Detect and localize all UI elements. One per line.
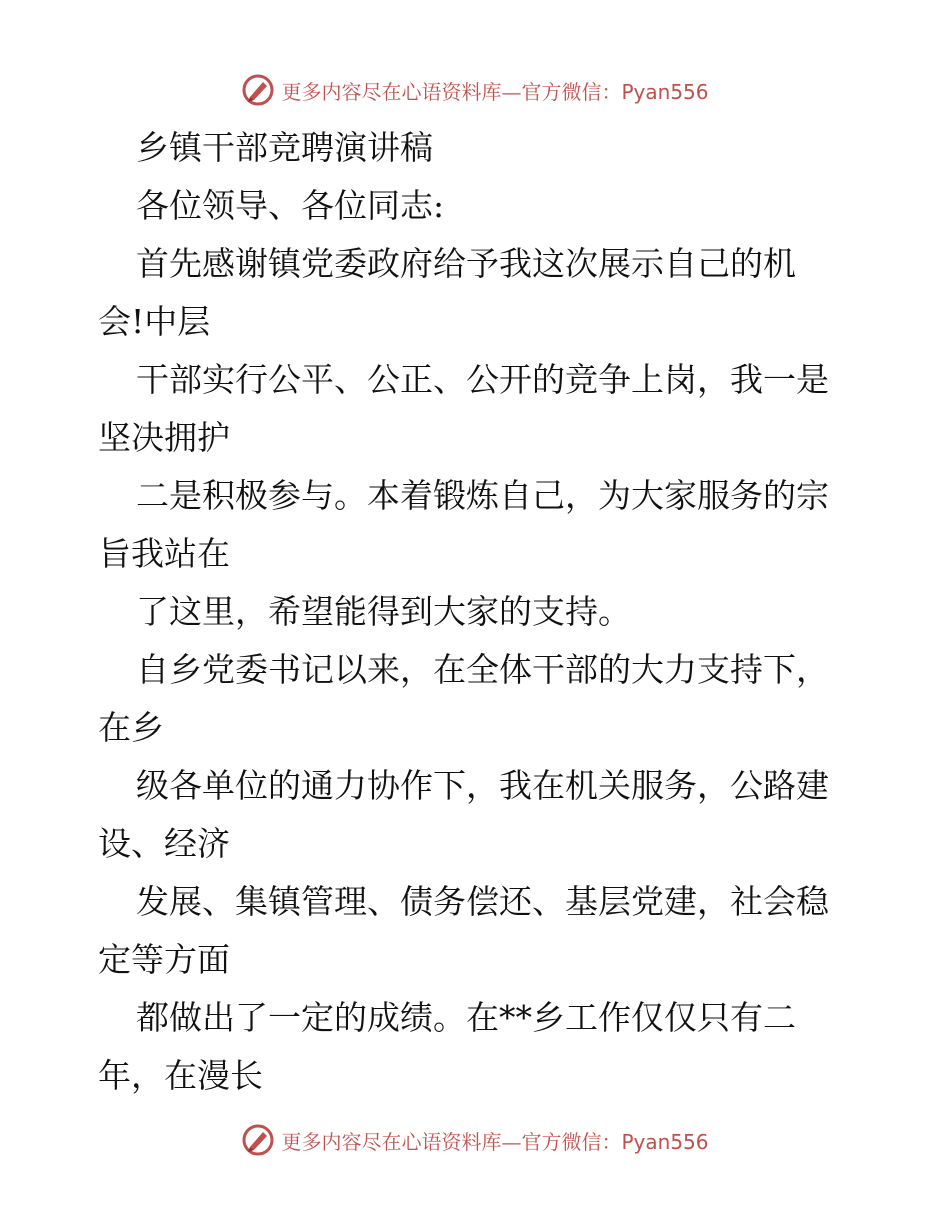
text-line: 在乡 [98, 708, 164, 747]
footer-banner [0, 1120, 950, 1160]
text-line: 会!中层 [98, 302, 211, 341]
text-line: 二是积极参与。本着锻炼自己，为大家服务的宗 [136, 476, 829, 515]
text-line: 都做出了一定的成绩。在**乡工作仅仅只有二 [136, 998, 796, 1037]
header-banner [0, 70, 950, 110]
text-line: 首先感谢镇党委政府给予我这次展示自己的机 [136, 244, 796, 283]
text-line: 坚决拥护 [98, 418, 230, 457]
text-line: 了这里，希望能得到大家的支持。 [136, 592, 631, 631]
text-line: 设、经济 [98, 824, 230, 863]
banner-wechat-id: Pyan556 [621, 79, 709, 104]
document-title: 乡镇干部竞聘演讲稿 [136, 128, 433, 167]
banner-slogan: 更多内容尽在心语资料库—官方微信： [281, 1129, 622, 1154]
pen-logo-icon [241, 73, 275, 107]
text-line: 干部实行公平、公正、公开的竞争上岗，我一是 [136, 360, 829, 399]
text-line: 发展、集镇管理、债务偿还、基层党建，社会稳 [136, 882, 829, 921]
text-line: 年，在漫长 [98, 1056, 263, 1095]
text-line: 各位领导、各位同志: [136, 186, 445, 225]
pen-logo-icon [241, 1123, 275, 1157]
text-line: 级各单位的通力协作下，我在机关服务，公路建 [136, 766, 829, 805]
banner-wechat-id: Pyan556 [621, 1129, 709, 1154]
banner-text [281, 1126, 708, 1155]
text-line: 定等方面 [98, 940, 230, 979]
banner-slogan: 更多内容尽在心语资料库—官方微信： [281, 79, 622, 104]
banner-text [281, 76, 708, 105]
text-line: 旨我站在 [98, 534, 230, 573]
text-line: 自乡党委书记以来，在全体干部的大力支持下， [136, 650, 829, 689]
